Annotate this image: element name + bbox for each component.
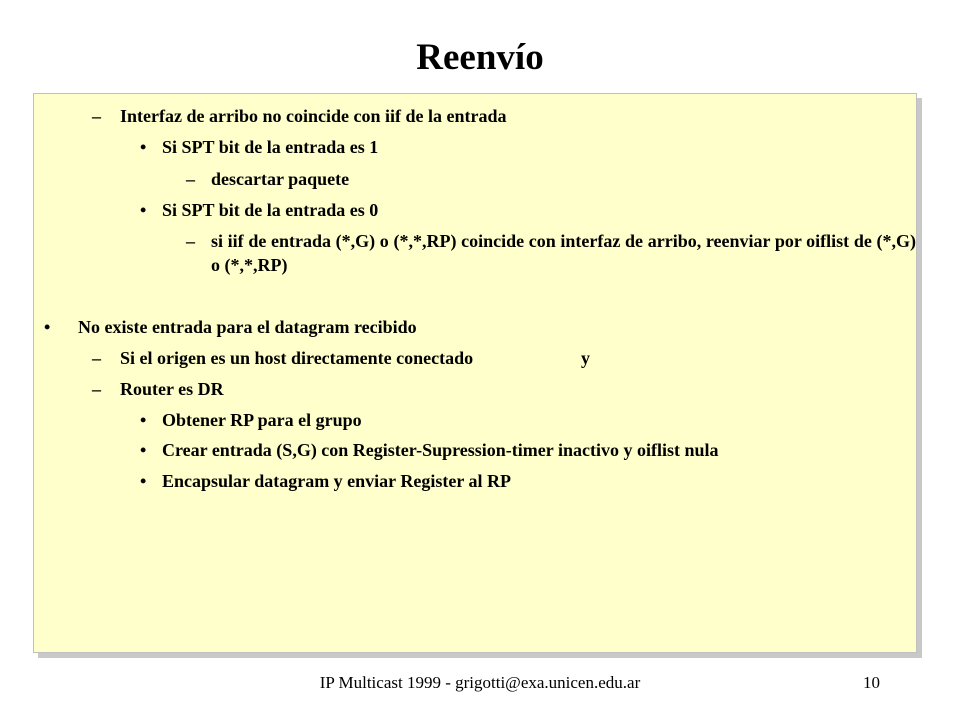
content-box [33, 93, 917, 653]
bullet-text: descartar paquete [211, 169, 350, 189]
dash-marker: – [186, 169, 195, 189]
bullet-text: Obtener RP para el grupo [162, 410, 362, 430]
bullet-text: Interfaz de arribo no coincide con iif de la entrada [120, 106, 507, 126]
bullet-text: Si SPT bit de la entrada es 0 [162, 200, 379, 220]
slide-footer: IP Multicast 1999 - grigotti@exa.unicen.edu.ar [319, 673, 641, 692]
bullet-text: Si el origen es un host directamente conectado [120, 348, 474, 368]
bullet-text: si iif de entrada (*,G) o (*,*,RP) coincide con interfaz de arribo, reenviar por oiflist de (*,G) o (*,*,RP) [211, 231, 916, 275]
dot-marker: • [140, 440, 147, 460]
dash-marker: – [186, 231, 195, 251]
dot-marker: • [140, 200, 147, 220]
bullet-suffix: y [581, 348, 590, 368]
bullet-text: No existe entrada para el datagram recibido [78, 317, 417, 337]
dash-marker: – [92, 106, 101, 126]
bullet-level4-wrapped [186, 229, 916, 277]
bullet-text: Router es DR [120, 379, 224, 399]
bullet-text: Crear entrada (S,G) con Register-Supression-timer inactivo y oiflist nula [162, 440, 719, 460]
dash-marker: – [92, 348, 101, 368]
bullet-text: Encapsular datagram y enviar Register al RP [162, 471, 511, 491]
dot-marker: • [140, 410, 147, 430]
bullet-text: Si SPT bit de la entrada es 1 [162, 137, 379, 157]
page-number: 10 [863, 673, 880, 692]
dot-marker: • [44, 317, 51, 337]
dot-marker: • [140, 471, 147, 491]
dot-marker: • [140, 137, 147, 157]
dash-marker: – [92, 379, 101, 399]
slide-title: Reenvío [416, 37, 544, 78]
